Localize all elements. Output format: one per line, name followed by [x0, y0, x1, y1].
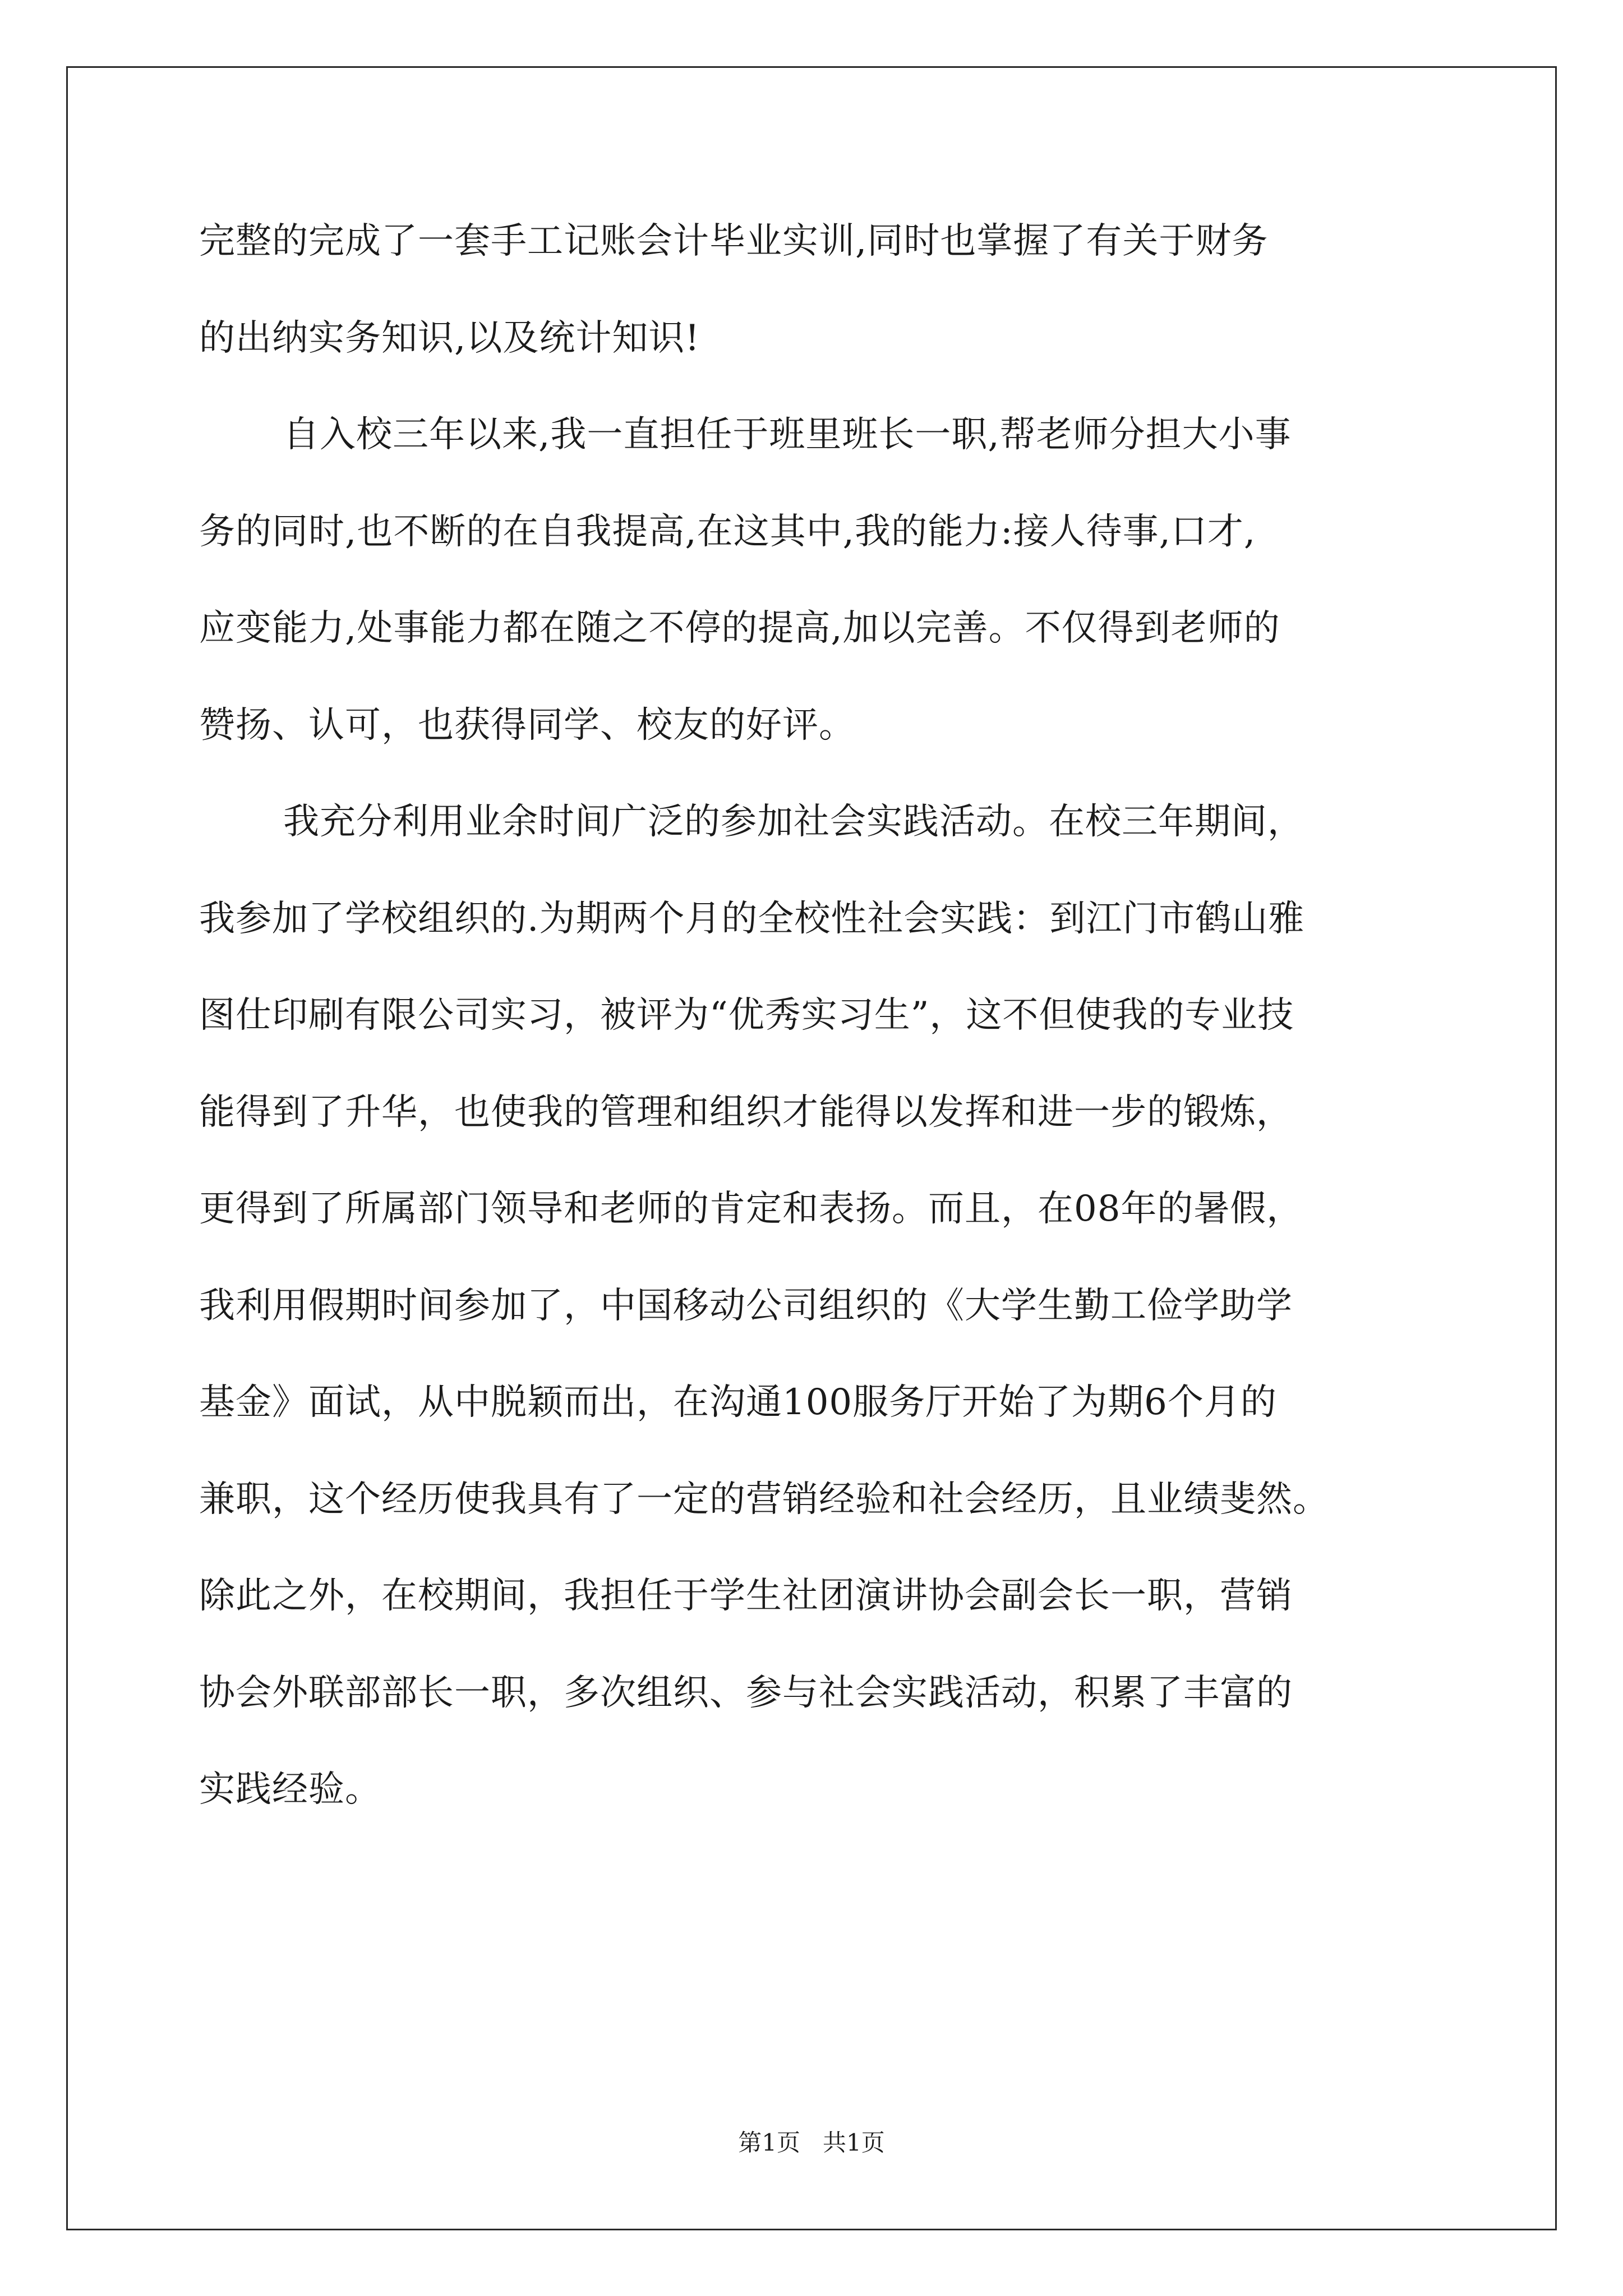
page-number-footer: 第1页 共1页 — [738, 2129, 885, 2156]
paragraph-2-line-1: 自入校三年以来,我一直担任于班里班长一职,帮老师分担大小事 — [283, 414, 1292, 455]
paragraph-2-line-4: 赞扬、认可，也获得同学、校友的好评。 — [199, 704, 855, 746]
paragraph-1-line-2: 的出纳实务知识,以及统计知识! — [199, 317, 700, 359]
paragraph-3-line-1: 我充分利用业余时间广泛的参加社会实践活动。在校三年期间， — [283, 801, 1304, 843]
paragraph-2-line-3: 应变能力,处事能力都在随之不停的提高,加以完善。不仅得到老师的 — [199, 608, 1280, 649]
paragraph-3-line-11: 实践经验。 — [199, 1769, 381, 1810]
paragraph-1-line-1: 完整的完成了一套手工记账会计毕业实训,同时也掌握了有关于财务 — [199, 220, 1269, 262]
paragraph-3-line-7: 基金》面试，从中脱颖而出，在沟通100服务厅开始了为期6个月的 — [199, 1382, 1277, 1423]
paragraph-3-line-8: 兼职，这个经历使我具有了一定的营销经验和社会经历，且业绩斐然。 — [199, 1478, 1329, 1520]
document-body — [199, 216, 1433, 1861]
paragraph-3-line-4: 能得到了升华，也使我的管理和组织才能得以发挥和进一步的锻炼， — [199, 1091, 1293, 1133]
paragraph-3-line-9: 除此之外，在校期间，我担任于学生社团演讲协会副会长一职，营销 — [199, 1575, 1293, 1617]
paragraph-3-line-10: 协会外联部部长一职，多次组织、参与社会实践活动，积累了丰富的 — [199, 1672, 1293, 1714]
paragraph-3-line-6: 我利用假期时间参加了，中国移动公司组织的《大学生勤工俭学助学 — [199, 1285, 1293, 1327]
paragraph-3-line-2: 我参加了学校组织的.为期两个月的全校性社会实践：到江门市鹤山雅 — [199, 898, 1305, 940]
paragraph-2-line-2: 务的同时,也不断的在自我提高,在这其中,我的能力:接人待事,口才, — [199, 510, 1256, 553]
paragraph-3-line-3: 图仕印刷有限公司实习，被评为“优秀实习生”，这不但使我的专业技 — [199, 995, 1294, 1036]
paragraph-3-line-5: 更得到了所属部门领导和老师的肯定和表扬。而且，在08年的暑假， — [199, 1188, 1303, 1230]
